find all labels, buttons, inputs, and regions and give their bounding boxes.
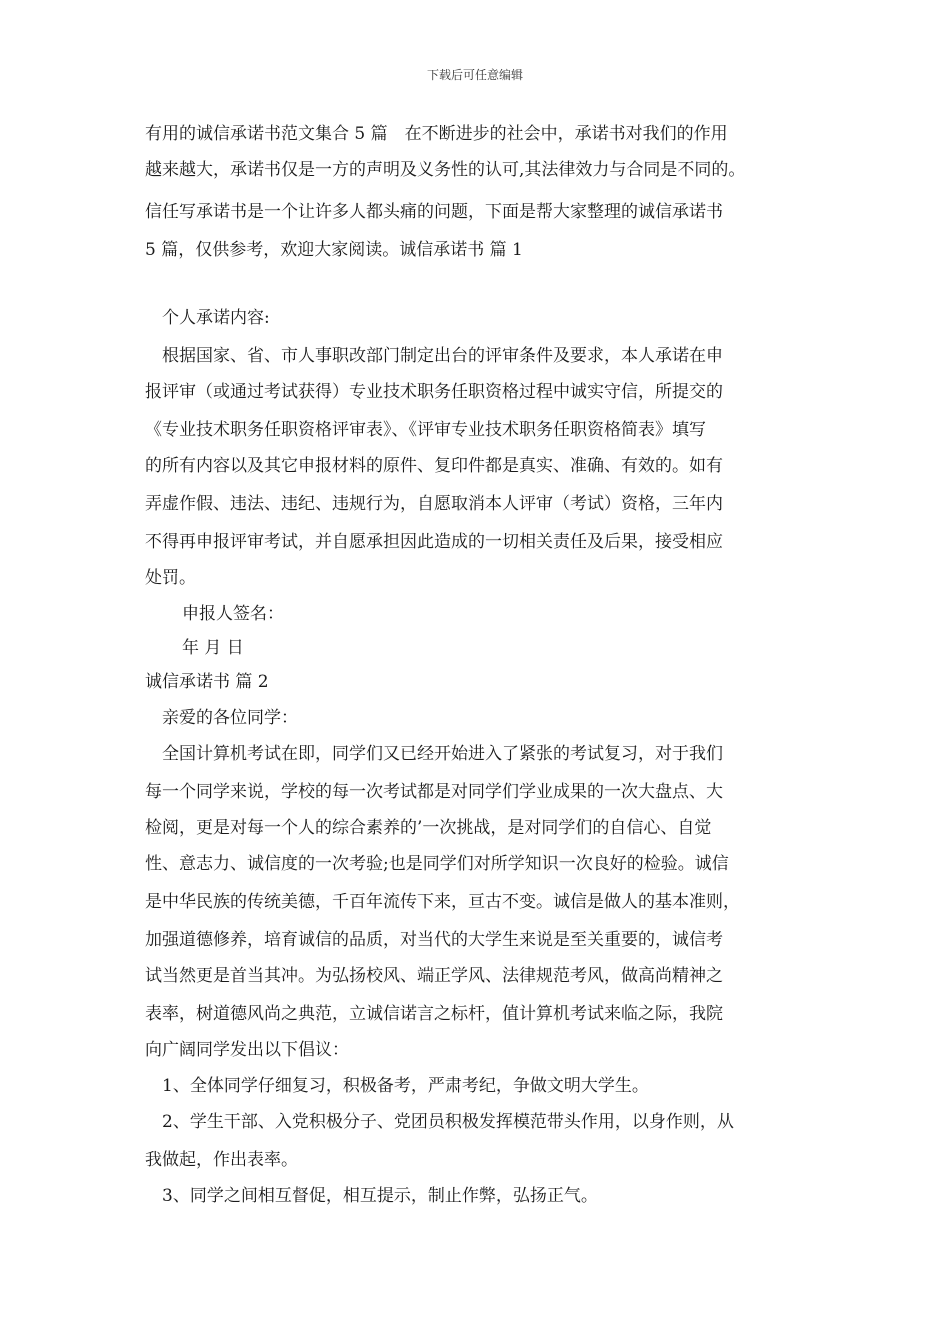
text-line: 申报人签名：	[182, 604, 284, 624]
text-line: 诚信承诺书 篇 2	[145, 672, 269, 692]
text-line: 加强道德修养，培育诚信的品质，对当代的大学生来说是至关重要的，诚信考	[145, 930, 723, 950]
text-line: 2、学生干部、入党积极分子、党团员积极发挥模范带头作用，以身作则，从	[162, 1112, 734, 1132]
text-line: 表率，树道德风尚之典范，立诚信诺言之标杆，值计算机考试来临之际，我院	[145, 1004, 723, 1024]
text-line: 《专业技术职务任职资格评审表》、《评审专业技术职务任职资格简表》填写	[145, 420, 706, 440]
text-line: 3、同学之间相互督促，相互提示，制止作弊，弘扬正气。	[162, 1186, 598, 1206]
text-line: 1、全体同学仔细复习，积极备考，严肃考纪，争做文明大学生。	[162, 1076, 649, 1096]
text-line: 弄虚作假、违法、违纪、违规行为，自愿取消本人评审（考试）资格，三年内	[145, 494, 723, 514]
text-line: 年 月 日	[182, 638, 244, 658]
text-line: 我做起，作出表率。	[145, 1150, 298, 1170]
text-line: 信任写承诺书是一个让许多人都头痛的问题，下面是帮大家整理的诚信承诺书	[145, 202, 723, 222]
text-line: 根据国家、省、市人事职改部门制定出台的评审条件及要求，本人承诺在申	[162, 346, 723, 366]
text-line: 性、意志力、诚信度的一次考验;也是同学们对所学知识一次良好的检验。诚信	[145, 854, 729, 874]
text-line: 个人承诺内容:	[162, 308, 270, 328]
text-line: 全国计算机考试在即，同学们又已经开始进入了紧张的考试复习，对于我们	[162, 744, 723, 764]
text-line: 检阅，更是对每一个人的综合素养的’一次挑战，是对同学们的自信心、自觉	[145, 818, 712, 838]
text-line: 不得再申报评审考试，并自愿承担因此造成的一切相关责任及后果，接受相应	[145, 532, 723, 552]
text-line: 处罚。	[145, 568, 196, 588]
text-line: 越来越大，承诺书仅是一方的声明及义务性的认可,其法律效力与合同是不同的。	[145, 160, 746, 180]
page-header: 下载后可任意编辑	[426, 68, 523, 82]
text-line: 是中华民族的传统美德，千百年流传下来，亘古不变。诚信是做人的基本准则，	[145, 892, 740, 912]
text-line: 的所有内容以及其它申报材料的原件、复印件都是真实、准确、有效的。如有	[145, 456, 723, 476]
text-line: 亲爱的各位同学：	[162, 708, 298, 728]
text-line: 试当然更是首当其冲。为弘扬校风、端正学风、法律规范考风，做高尚精神之	[145, 966, 723, 986]
text-line: 有用的诚信承诺书范文集合 5 篇 在不断进步的社会中，承诺书对我们的作用	[145, 124, 728, 144]
text-line: 每一个同学来说，学校的每一次考试都是对同学们学业成果的一次大盘点、大	[145, 782, 723, 802]
text-line: 向广阔同学发出以下倡议：	[145, 1040, 349, 1060]
text-line: 报评审（或通过考试获得）专业技术职务任职资格过程中诚实守信，所提交的	[145, 382, 723, 402]
text-line: 5 篇，仅供参考，欢迎大家阅读。诚信承诺书 篇 1	[145, 240, 523, 260]
